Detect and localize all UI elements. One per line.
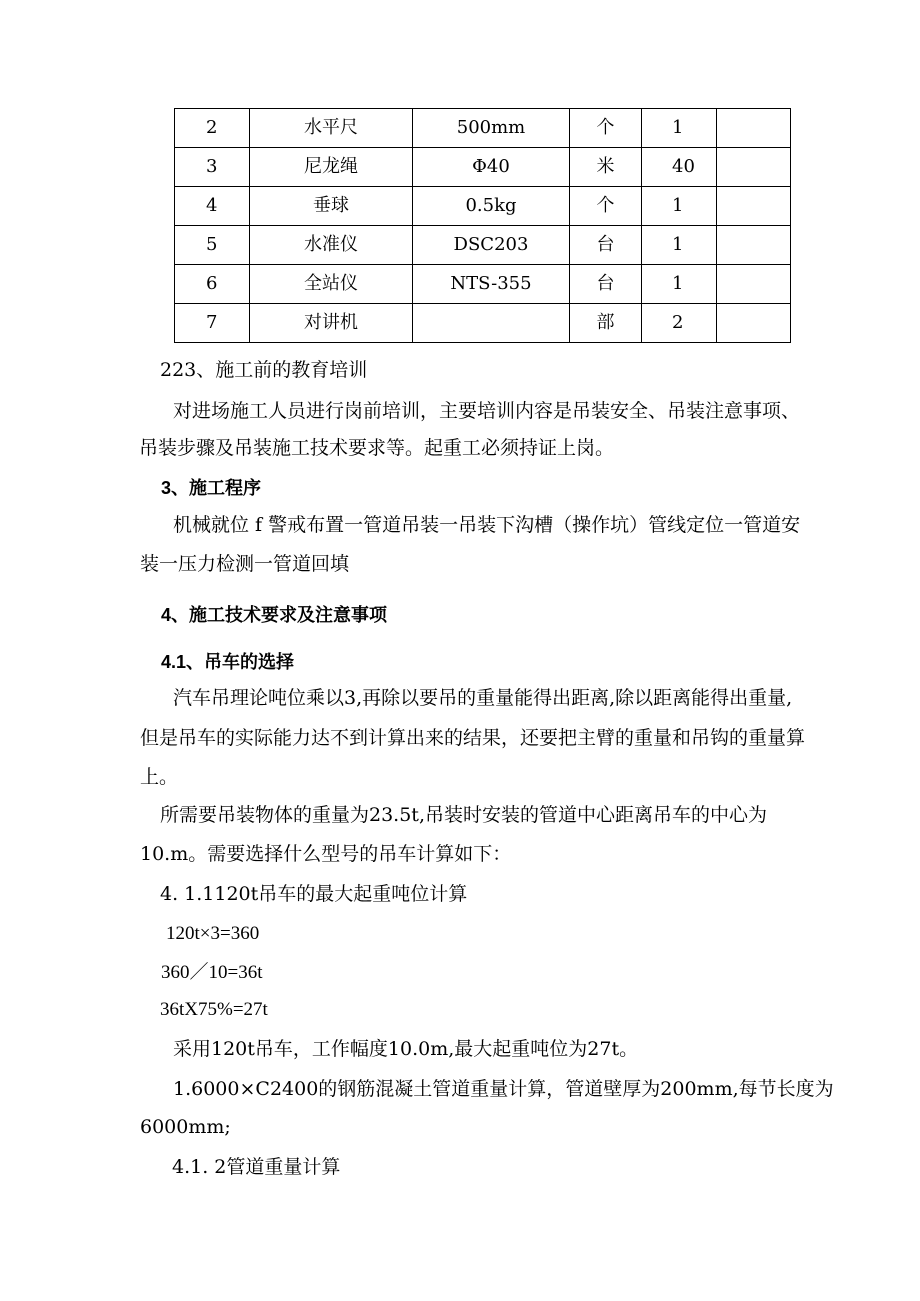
section-4-heading: 4、施工技术要求及注意事项 [161, 605, 388, 625]
equipment-remark [717, 109, 791, 148]
calculation-line: 36tX75%=27t [160, 999, 268, 1020]
equipment-name: 垂球 [250, 187, 413, 226]
equipment-name: 对讲机 [250, 304, 413, 343]
equipment-remark [717, 226, 791, 265]
equipment-table-body [175, 109, 791, 343]
equipment-qty: 1 [642, 226, 717, 265]
equipment-qty: 1 [642, 109, 717, 148]
section-3-heading: 3、施工程序 [161, 478, 262, 498]
equipment-unit: 个 [570, 187, 642, 226]
equipment-unit: 部 [570, 304, 642, 343]
section-41-heading: 4.1、吊车的选择 [161, 652, 295, 672]
equipment-spec: NTS-355 [413, 265, 570, 304]
row-number: 6 [175, 265, 250, 304]
equipment-remark [717, 187, 791, 226]
calculation-line: 360／10=36t [161, 962, 263, 983]
row-number: 5 [175, 226, 250, 265]
section-411-title: 4. 1.1120t吊车的最大起重吨位计算 [160, 883, 468, 905]
calculation-line: 120t×3=360 [166, 923, 260, 944]
section-412-title: 4.1. 2管道重量计算 [172, 1156, 341, 1178]
paragraph-line: 吊装步骤及吊装施工技术要求等。起重工必须持证上岗。 [139, 437, 615, 459]
equipment-remark [717, 265, 791, 304]
paragraph-line: 但是吊车的实际能力达不到计算出来的结果，还要把主臂的重量和吊钩的重量算 [140, 727, 806, 749]
equipment-name: 全站仪 [250, 265, 413, 304]
equipment-name: 水准仪 [250, 226, 413, 265]
equipment-table [174, 108, 791, 343]
paragraph-line: 6000mm; [140, 1116, 231, 1138]
paragraph-line: 汽车吊理论吨位乘以3,再除以要吊的重量能得出距离,除以距离能得出重量, [173, 687, 793, 709]
paragraph-line: 上。 [140, 766, 179, 788]
paragraph-line: 所需要吊装物体的重量为23.5t,吊装时安装的管道中心距离吊车的中心为 [160, 804, 767, 826]
row-number: 4 [175, 187, 250, 226]
equipment-remark [717, 148, 791, 187]
table-row [175, 109, 791, 148]
table-row [175, 148, 791, 187]
equipment-qty: 2 [642, 304, 717, 343]
equipment-qty: 1 [642, 187, 717, 226]
paragraph-line: 对进场施工人员进行岗前培训，主要培训内容是吊装安全、吊装注意事项、 [173, 400, 801, 422]
table-row [175, 304, 791, 343]
equipment-spec [413, 304, 570, 343]
table-row [175, 226, 791, 265]
paragraph-line: 装一压力检测一管道回填 [140, 553, 350, 575]
paragraph-line: 1.6000×C2400的钢筋混凝土管道重量计算，管道壁厚为200mm,每节长度为 [173, 1078, 834, 1100]
row-number: 2 [175, 109, 250, 148]
equipment-unit: 台 [570, 226, 642, 265]
row-number: 7 [175, 304, 250, 343]
equipment-spec: 500mm [413, 109, 570, 148]
equipment-name: 水平尺 [250, 109, 413, 148]
equipment-spec: DSC203 [413, 226, 570, 265]
row-number: 3 [175, 148, 250, 187]
equipment-qty: 40 [642, 148, 717, 187]
equipment-name: 尼龙绳 [250, 148, 413, 187]
equipment-unit: 个 [570, 109, 642, 148]
equipment-spec: Φ40 [413, 148, 570, 187]
table-row [175, 265, 791, 304]
equipment-spec: 0.5kg [413, 187, 570, 226]
section-223-title: 223、施工前的教育培训 [160, 359, 368, 381]
equipment-remark [717, 304, 791, 343]
equipment-unit: 米 [570, 148, 642, 187]
result-line: 采用120t吊车，工作幅度10.0m,最大起重吨位为27t。 [173, 1038, 639, 1060]
table-row [175, 187, 791, 226]
equipment-qty: 1 [642, 265, 717, 304]
paragraph-line: 10.m。需要选择什么型号的吊车计算如下： [140, 843, 512, 865]
paragraph-line: 机械就位 f 警戒布置一管道吊装一吊装下沟槽（操作坑）管线定位一管道安 [173, 514, 801, 536]
equipment-unit: 台 [570, 265, 642, 304]
